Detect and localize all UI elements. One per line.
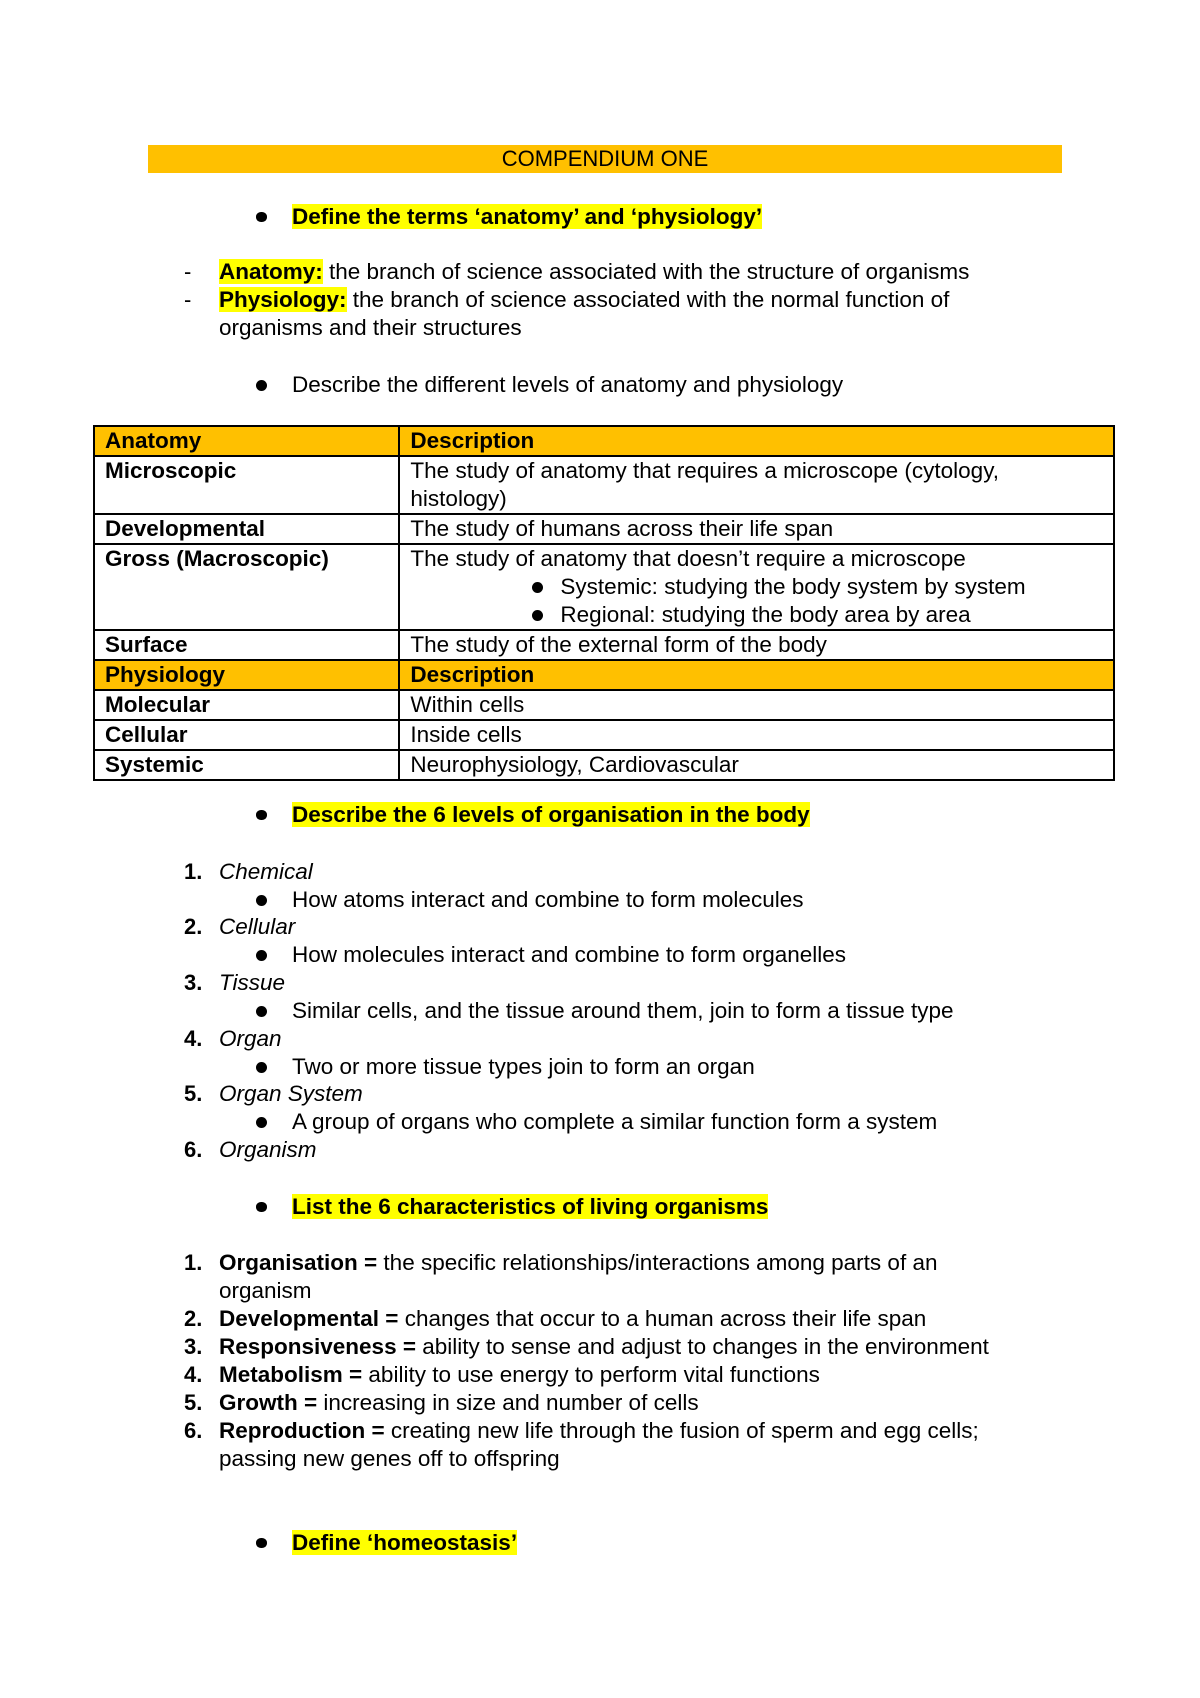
bullet-icon	[256, 380, 267, 391]
section-heading-organisation: Describe the 6 levels of organisation in the body	[292, 802, 810, 827]
physiology-definition	[219, 286, 949, 314]
physiology-term: Physiology:	[219, 287, 347, 312]
list-item: Cellular	[219, 914, 296, 939]
page-title: COMPENDIUM ONE	[148, 145, 1062, 173]
dash-marker: -	[184, 287, 192, 312]
table-row: Microscopic The study of anatomy that requires a microscope (cytology, histology)	[95, 455, 1113, 513]
bullet-icon	[256, 1117, 267, 1128]
list-item: Systemic: studying the body system by system	[410, 573, 1103, 601]
section-heading-levels: Describe the different levels of anatomy and physiology	[292, 372, 844, 397]
bullet-icon	[532, 582, 543, 593]
table-row: Cellular Inside cells	[95, 719, 1113, 749]
list-item: Chemical	[219, 859, 313, 884]
section-heading-define-terms: Define the terms ‘anatomy’ and ‘physiology’	[292, 204, 763, 229]
list-item: Growth = increasing in size and number of cells	[219, 1390, 699, 1415]
anatomy-term: Anatomy:	[219, 259, 323, 284]
list-item: Organisation = the specific relationships/interactions among parts of an	[219, 1250, 938, 1275]
physiology-def-continued: organisms and their structures	[219, 315, 522, 340]
list-item: Organ	[219, 1026, 282, 1051]
anatomy-def-text: the branch of science associated with the structure of organisms	[322, 259, 970, 284]
list-item: Organ System	[219, 1081, 363, 1106]
list-item: Responsiveness = ability to sense and adjust to changes in the environment	[219, 1334, 989, 1359]
list-item-continued: organism	[219, 1278, 312, 1303]
bullet-icon	[256, 895, 267, 906]
list-item-desc: Similar cells, and the tissue around them, join to form a tissue type	[292, 998, 954, 1023]
table-row: Molecular Within cells	[95, 689, 1113, 719]
levels-table	[93, 425, 1115, 781]
dash-marker: -	[184, 259, 192, 284]
list-item: Tissue	[219, 970, 286, 995]
section-heading-homeostasis: Define ‘homeostasis’	[292, 1530, 518, 1555]
list-item-desc: A group of organs who complete a similar function form a system	[292, 1109, 938, 1134]
table-header-physiology: Physiology Description	[95, 659, 1113, 689]
table-row: Systemic Neurophysiology, Cardiovascular	[95, 749, 1113, 779]
bullet-icon	[256, 810, 267, 820]
bullet-icon	[256, 212, 267, 222]
bullet-icon	[532, 610, 543, 621]
list-item-desc: How atoms interact and combine to form molecules	[292, 887, 804, 912]
list-item: Developmental = changes that occur to a human across their life span	[219, 1306, 927, 1331]
document-page: COMPENDIUM ONE Define the terms ‘anatomy’ and ‘physiology’ - Anatomy: the branch of science associated with the structure of organisms - Physiology: the branch of science associated with the normal function of organisms and their structures Describe the different levels of anatomy and physiology Anatomy Description Microscopic The study of anatomy that requires a microscope (cytology, histology) Developmental The study of humans across their life span Gross (Macroscopic) The study of anatomy that doesn’t require a microscope Systemic: studying the body system by system Regional: studying the body area by area Surface The study of the external form of the body Physiology Description Molecular Within cells Cellular Inside cells Systemic Neurophysiology, Cardiovascular Describe the 6 levels of organisation in the body 1. Chemical How atoms interact and combine to form molecules 2. Cellular How molecules interact and combine to form organelles 3. Tissue Similar cells, and the tissue around them, join to form a tissue type 4. Organ Two or more tissue types join to form an organ 5. Organ System A group of organs who complete a similar function form a system 6. Organism List the 6 characteristics of living organisms 1. Organisation = the specific relationships/interactions among parts of an organism 2. Developmental = changes that occur to a human across their life span 3. Responsiveness = ability to sense and adjust to changes in the environment 4. Metabolism = ability to use energy to perform vital functions 5. Growth = increasing in size and number of cells 6. Reproduction = creating new life through the fusion of sperm and egg cells; passing new genes off to offspring Define ‘homeostasis’	[0, 0, 1200, 1698]
list-item: Regional: studying the body area by area	[410, 601, 1103, 629]
list-item-desc: Two or more tissue types join to form an organ	[292, 1054, 755, 1079]
list-item: Reproduction = creating new life through the fusion of sperm and egg cells;	[219, 1418, 979, 1443]
table-header-anatomy: Anatomy Description	[95, 427, 1113, 455]
list-item: Organism	[219, 1137, 317, 1162]
anatomy-definition	[219, 258, 969, 286]
table-row: Surface The study of the external form of the body	[95, 629, 1113, 659]
bullet-icon	[256, 1006, 267, 1017]
bullet-icon	[256, 1538, 267, 1548]
list-item-continued: passing new genes off to offspring	[219, 1446, 560, 1471]
physiology-def-text: the branch of science associated with the normal function of	[346, 287, 950, 312]
bullet-icon	[256, 950, 267, 961]
table-row: Gross (Macroscopic) The study of anatomy that doesn’t require a microscope Systemic: studying the body system by system Regional: studying the body area by area	[95, 543, 1113, 629]
list-item: Metabolism = ability to use energy to perform vital functions	[219, 1362, 820, 1387]
list-item-desc: How molecules interact and combine to form organelles	[292, 942, 847, 967]
table-row: Developmental The study of humans across their life span	[95, 513, 1113, 543]
section-heading-characteristics: List the 6 characteristics of living organisms	[292, 1194, 769, 1219]
bullet-icon	[256, 1202, 267, 1212]
bullet-icon	[256, 1062, 267, 1073]
